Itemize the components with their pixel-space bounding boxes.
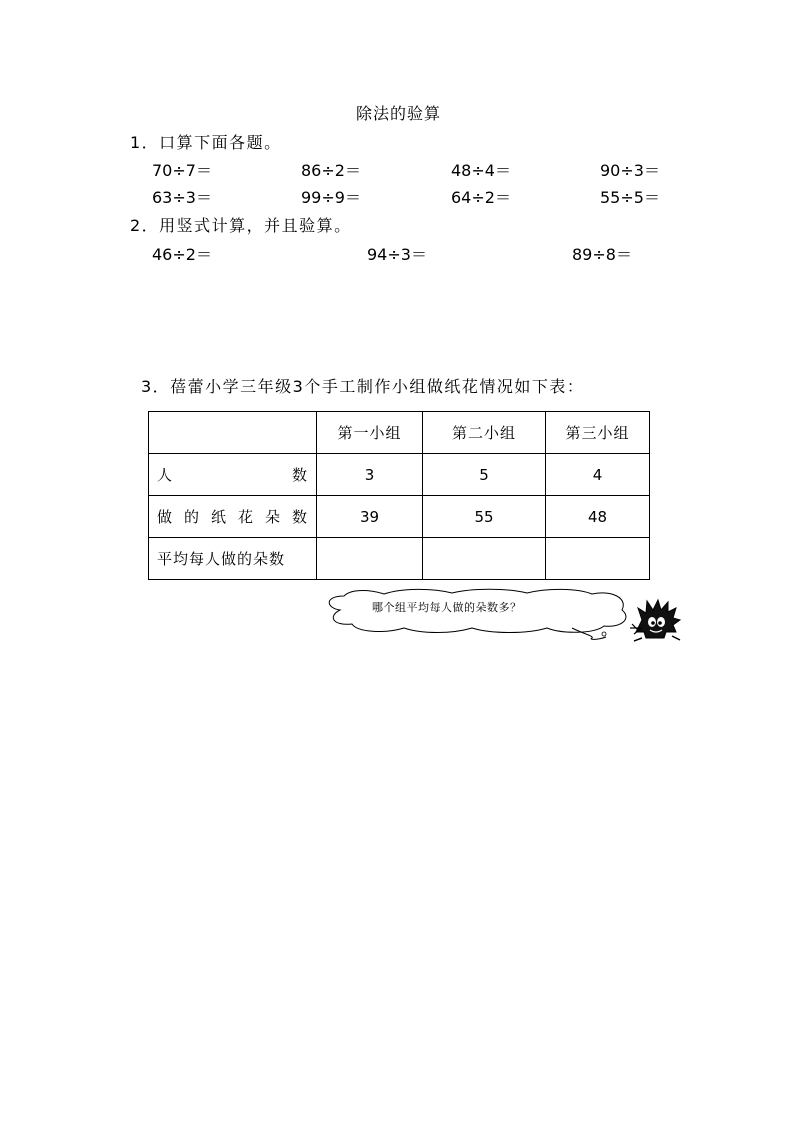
section-3-heading: 3．蓓蕾小学三年级3个手工制作小组做纸花情况如下表： [141, 377, 585, 396]
column-header-group-2: 第二小组 [423, 412, 546, 454]
row-header-flowers: 做的纸花朵数 [149, 496, 317, 538]
speech-bubble-icon [322, 588, 632, 644]
table-row [149, 538, 650, 580]
column-header-group-3: 第三小组 [546, 412, 650, 454]
table-row [149, 496, 650, 538]
table-cell: 55 [423, 496, 546, 538]
problem-1-7: 64÷2＝ [451, 188, 511, 207]
page-title: 除法的验算 [356, 104, 442, 123]
problem-2-3: 89÷8＝ [572, 245, 632, 264]
problem-1-5: 63÷3＝ [152, 188, 212, 207]
problem-1-1: 70÷7＝ [152, 161, 212, 180]
problem-1-4: 90÷3＝ [600, 161, 660, 180]
section-2-heading: 2．用竖式计算，并且验算。 [130, 216, 352, 235]
hedgehog-mascot-icon [628, 598, 682, 642]
bubble-question: 哪个组平均每人做的朵数多？ [372, 601, 522, 614]
column-header-group-1: 第一小组 [317, 412, 423, 454]
problem-2-2: 94÷3＝ [367, 245, 427, 264]
table-cell: 48 [546, 496, 650, 538]
answer-cell[interactable] [317, 538, 423, 580]
table-cell: 3 [317, 454, 423, 496]
table-cell: 39 [317, 496, 423, 538]
answer-cell[interactable] [546, 538, 650, 580]
problem-1-8: 55÷5＝ [600, 188, 660, 207]
table-cell: 4 [546, 454, 650, 496]
problem-2-1: 46÷2＝ [152, 245, 212, 264]
row-header-average: 平均每人做的朵数 [149, 538, 317, 580]
problem-1-2: 86÷2＝ [301, 161, 361, 180]
section-1-heading: 1．口算下面各题。 [130, 133, 282, 152]
table-header-row [149, 412, 650, 454]
row-header-people: 人数 [149, 454, 317, 496]
problem-1-3: 48÷4＝ [451, 161, 511, 180]
table-row [149, 454, 650, 496]
problem-1-6: 99÷9＝ [301, 188, 361, 207]
answer-cell[interactable] [423, 538, 546, 580]
table-cell: 5 [423, 454, 546, 496]
flower-table [148, 411, 650, 580]
table-corner-cell [149, 412, 317, 454]
